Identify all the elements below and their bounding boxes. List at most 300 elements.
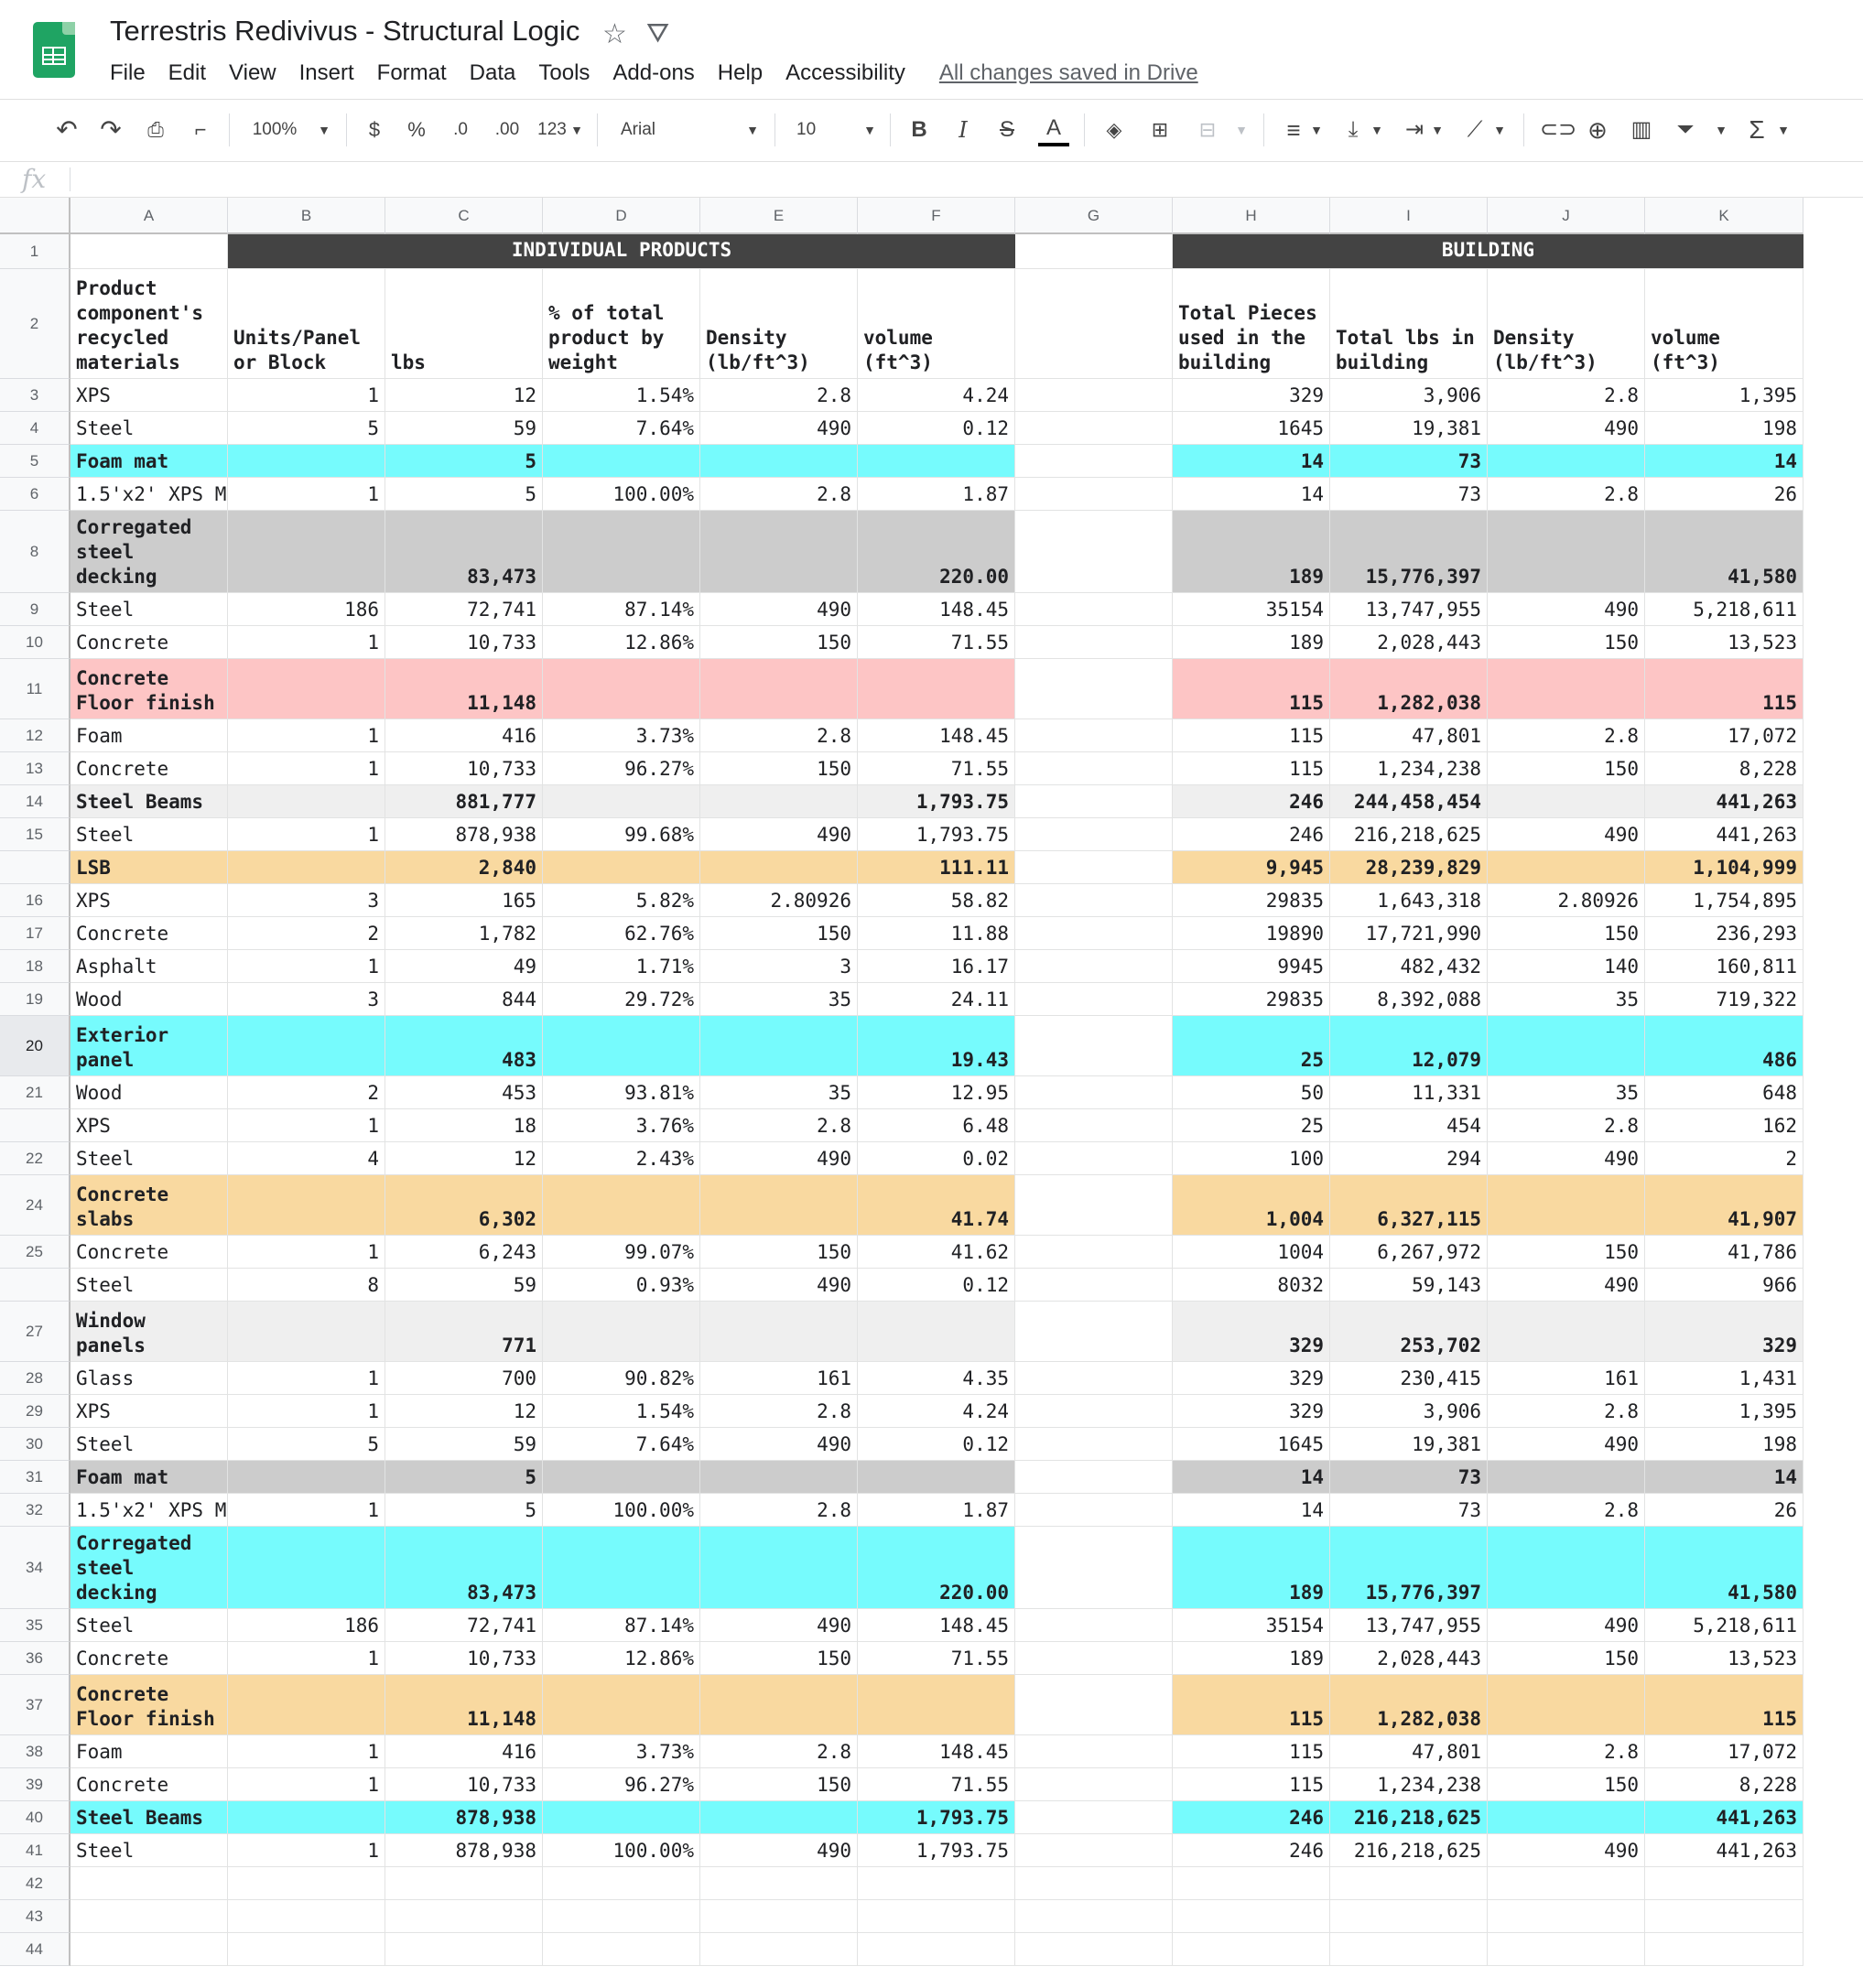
value-cell[interactable]: 19.43 <box>858 1016 1015 1076</box>
value-cell[interactable] <box>1015 1768 1173 1801</box>
value-cell[interactable]: 6,327,115 <box>1330 1175 1488 1236</box>
value-cell[interactable] <box>1330 1933 1488 1966</box>
value-cell[interactable]: 13,747,955 <box>1330 1609 1488 1642</box>
row-label-cell[interactable]: Exterior panel <box>70 1016 228 1076</box>
value-cell[interactable]: 3.73% <box>543 719 700 752</box>
value-cell[interactable]: 17,072 <box>1645 1735 1803 1768</box>
horizontal-align-icon[interactable]: ≡ <box>1286 116 1301 144</box>
row-label-cell[interactable]: Steel <box>70 1609 228 1642</box>
value-cell[interactable]: 1.87 <box>858 478 1015 511</box>
value-cell[interactable]: 454 <box>1330 1109 1488 1142</box>
value-cell[interactable]: 8,228 <box>1645 1768 1803 1801</box>
value-cell[interactable]: 5.82% <box>543 884 700 917</box>
value-cell[interactable]: 2.8 <box>700 719 858 752</box>
value-cell[interactable]: 1 <box>228 1834 385 1867</box>
value-cell[interactable] <box>1488 1016 1645 1076</box>
value-cell[interactable]: 5,218,611 <box>1645 1609 1803 1642</box>
value-cell[interactable] <box>1173 1867 1330 1900</box>
row-header[interactable] <box>0 1395 70 1428</box>
text-rotation-icon[interactable]: ⟋ <box>1467 117 1483 142</box>
row-label-cell[interactable] <box>70 1933 228 1966</box>
chevron-down-icon[interactable]: ▼ <box>1777 123 1790 137</box>
value-cell[interactable]: 490 <box>1488 818 1645 851</box>
row-label-cell[interactable]: XPS <box>70 1109 228 1142</box>
value-cell[interactable]: 1 <box>228 626 385 659</box>
value-cell[interactable]: 1,754,895 <box>1645 884 1803 917</box>
value-cell[interactable]: 1,643,318 <box>1330 884 1488 917</box>
value-cell[interactable]: 1645 <box>1173 412 1330 445</box>
row-header[interactable] <box>0 445 70 478</box>
value-cell[interactable]: 150 <box>1488 1236 1645 1269</box>
value-cell[interactable] <box>1488 1867 1645 1900</box>
value-cell[interactable]: 35154 <box>1173 1609 1330 1642</box>
value-cell[interactable] <box>700 1527 858 1609</box>
value-cell[interactable]: 50 <box>1173 1076 1330 1109</box>
value-cell[interactable]: 10,733 <box>385 626 543 659</box>
value-cell[interactable]: 246 <box>1173 818 1330 851</box>
value-cell[interactable]: 28,239,829 <box>1330 851 1488 884</box>
value-cell[interactable]: 14 <box>1645 445 1803 478</box>
value-cell[interactable]: 7.64% <box>543 1428 700 1461</box>
value-cell[interactable]: 2.8 <box>1488 379 1645 412</box>
value-cell[interactable]: 5 <box>385 1494 543 1527</box>
value-cell[interactable]: 482,432 <box>1330 950 1488 983</box>
value-cell[interactable]: 220.00 <box>858 511 1015 593</box>
strikethrough-button[interactable]: S <box>999 117 1014 142</box>
column-header[interactable]: C <box>385 198 543 234</box>
value-cell[interactable]: 1 <box>228 818 385 851</box>
value-cell[interactable] <box>1488 1801 1645 1834</box>
value-cell[interactable]: 771 <box>385 1302 543 1362</box>
value-cell[interactable] <box>1015 851 1173 884</box>
value-cell[interactable]: 100.00% <box>543 1834 700 1867</box>
value-cell[interactable]: 1 <box>228 719 385 752</box>
value-cell[interactable] <box>228 1302 385 1362</box>
insert-link-icon[interactable]: ⊂⊃ <box>1540 117 1577 142</box>
value-cell[interactable]: 1,395 <box>1645 379 1803 412</box>
value-cell[interactable]: 18 <box>385 1109 543 1142</box>
value-cell[interactable]: 115 <box>1645 659 1803 719</box>
value-cell[interactable]: 236,293 <box>1645 917 1803 950</box>
row-label-cell[interactable]: Steel <box>70 1834 228 1867</box>
value-cell[interactable] <box>1015 1642 1173 1675</box>
value-cell[interactable]: 2.80926 <box>1488 884 1645 917</box>
value-cell[interactable] <box>385 1933 543 1966</box>
column-header[interactable]: A <box>70 198 228 234</box>
chevron-down-icon[interactable]: ▼ <box>1715 123 1728 137</box>
row-header[interactable] <box>0 234 70 269</box>
value-cell[interactable] <box>700 1302 858 1362</box>
value-cell[interactable]: 12 <box>385 379 543 412</box>
value-cell[interactable]: 59 <box>385 1428 543 1461</box>
value-cell[interactable]: 12,079 <box>1330 1016 1488 1076</box>
row-label-cell[interactable]: Steel <box>70 1142 228 1175</box>
value-cell[interactable] <box>700 1175 858 1236</box>
value-cell[interactable]: 10,733 <box>385 1768 543 1801</box>
row-label-cell[interactable]: Steel <box>70 412 228 445</box>
row-header[interactable] <box>0 1867 70 1900</box>
value-cell[interactable] <box>1645 1867 1803 1900</box>
value-cell[interactable]: 150 <box>1488 626 1645 659</box>
value-cell[interactable] <box>1015 511 1173 593</box>
value-cell[interactable]: 150 <box>700 752 858 785</box>
value-cell[interactable]: 2 <box>228 1076 385 1109</box>
value-cell[interactable]: 2.8 <box>1488 1395 1645 1428</box>
value-cell[interactable] <box>1015 1801 1173 1834</box>
column-header[interactable]: I <box>1330 198 1488 234</box>
value-cell[interactable]: 1004 <box>1173 1236 1330 1269</box>
value-cell[interactable] <box>1015 1933 1173 1966</box>
row-label-cell[interactable]: Glass <box>70 1362 228 1395</box>
star-icon[interactable]: ☆ <box>602 19 627 49</box>
value-cell[interactable]: 100 <box>1173 1142 1330 1175</box>
print-icon[interactable]: ⎙ <box>147 118 164 141</box>
value-cell[interactable] <box>1015 379 1173 412</box>
value-cell[interactable]: 29835 <box>1173 983 1330 1016</box>
formula-input[interactable] <box>81 166 1824 193</box>
value-cell[interactable] <box>858 1302 1015 1362</box>
value-cell[interactable]: 2.8 <box>700 1735 858 1768</box>
menu-file[interactable]: File <box>110 60 146 85</box>
header-cell[interactable]: volume (ft^3) <box>858 269 1015 379</box>
value-cell[interactable] <box>543 659 700 719</box>
menu-format[interactable]: Format <box>376 60 447 85</box>
value-cell[interactable] <box>700 445 858 478</box>
value-cell[interactable] <box>1015 884 1173 917</box>
value-cell[interactable] <box>1015 1142 1173 1175</box>
value-cell[interactable]: 115 <box>1173 1735 1330 1768</box>
value-cell[interactable] <box>1015 626 1173 659</box>
value-cell[interactable]: 0.12 <box>858 412 1015 445</box>
menu-data[interactable]: Data <box>469 60 516 85</box>
value-cell[interactable]: 1,793.75 <box>858 1834 1015 1867</box>
value-cell[interactable]: 5 <box>228 412 385 445</box>
value-cell[interactable] <box>700 851 858 884</box>
value-cell[interactable] <box>1015 983 1173 1016</box>
value-cell[interactable]: 490 <box>1488 1609 1645 1642</box>
increase-decimal-button[interactable]: .00 <box>494 120 520 139</box>
row-label-cell[interactable]: Asphalt <box>70 950 228 983</box>
value-cell[interactable]: 0.93% <box>543 1269 700 1302</box>
row-header[interactable] <box>0 1834 70 1867</box>
select-all-corner[interactable] <box>0 198 70 234</box>
value-cell[interactable]: 198 <box>1645 412 1803 445</box>
chevron-down-icon[interactable]: ▼ <box>1310 123 1323 137</box>
value-cell[interactable]: 0.12 <box>858 1428 1015 1461</box>
value-cell[interactable]: 1,793.75 <box>858 785 1015 818</box>
row-header[interactable] <box>0 1302 70 1362</box>
value-cell[interactable]: 11,331 <box>1330 1076 1488 1109</box>
row-header[interactable] <box>0 1428 70 1461</box>
row-header[interactable] <box>0 1109 70 1142</box>
value-cell[interactable]: 150 <box>700 1236 858 1269</box>
value-cell[interactable]: 5,218,611 <box>1645 593 1803 626</box>
value-cell[interactable]: 12 <box>385 1395 543 1428</box>
value-cell[interactable]: 2.8 <box>700 1109 858 1142</box>
value-cell[interactable]: 15,776,397 <box>1330 511 1488 593</box>
value-cell[interactable]: 490 <box>700 412 858 445</box>
value-cell[interactable]: 83,473 <box>385 1527 543 1609</box>
menu-view[interactable]: View <box>229 60 276 85</box>
value-cell[interactable] <box>1015 818 1173 851</box>
value-cell[interactable]: 15,776,397 <box>1330 1527 1488 1609</box>
value-cell[interactable]: 186 <box>228 1609 385 1642</box>
value-cell[interactable]: 2.8 <box>1488 719 1645 752</box>
row-header[interactable] <box>0 917 70 950</box>
value-cell[interactable] <box>1015 1675 1173 1735</box>
column-header[interactable]: H <box>1173 198 1330 234</box>
value-cell[interactable] <box>543 1801 700 1834</box>
value-cell[interactable]: 41,907 <box>1645 1175 1803 1236</box>
row-label-cell[interactable]: Concrete <box>70 626 228 659</box>
value-cell[interactable]: 844 <box>385 983 543 1016</box>
column-header[interactable]: J <box>1488 198 1645 234</box>
value-cell[interactable]: 441,263 <box>1645 785 1803 818</box>
value-cell[interactable] <box>700 511 858 593</box>
value-cell[interactable]: 966 <box>1645 1269 1803 1302</box>
row-header[interactable] <box>0 1642 70 1675</box>
value-cell[interactable] <box>1488 1175 1645 1236</box>
value-cell[interactable]: 150 <box>700 1768 858 1801</box>
row-label-cell[interactable]: LSB <box>70 851 228 884</box>
value-cell[interactable]: 1.71% <box>543 950 700 983</box>
value-cell[interactable]: 72,741 <box>385 593 543 626</box>
value-cell[interactable]: 73 <box>1330 445 1488 478</box>
row-label-cell[interactable] <box>70 1900 228 1933</box>
menu-help[interactable]: Help <box>717 60 764 85</box>
value-cell[interactable] <box>228 785 385 818</box>
value-cell[interactable]: 1,234,238 <box>1330 752 1488 785</box>
value-cell[interactable]: 0.12 <box>858 1269 1015 1302</box>
value-cell[interactable] <box>1645 1933 1803 1966</box>
value-cell[interactable]: 2,028,443 <box>1330 1642 1488 1675</box>
value-cell[interactable] <box>1015 1175 1173 1236</box>
value-cell[interactable]: 220.00 <box>858 1527 1015 1609</box>
value-cell[interactable] <box>858 445 1015 478</box>
value-cell[interactable]: 486 <box>1645 1016 1803 1076</box>
value-cell[interactable]: 150 <box>1488 752 1645 785</box>
value-cell[interactable]: 490 <box>700 818 858 851</box>
value-cell[interactable] <box>858 1900 1015 1933</box>
value-cell[interactable]: 246 <box>1173 785 1330 818</box>
row-header[interactable] <box>0 1900 70 1933</box>
value-cell[interactable]: 17,721,990 <box>1330 917 1488 950</box>
row-header[interactable] <box>0 626 70 659</box>
value-cell[interactable] <box>228 1867 385 1900</box>
value-cell[interactable] <box>1015 1302 1173 1362</box>
value-cell[interactable]: 16.17 <box>858 950 1015 983</box>
value-cell[interactable]: 13,523 <box>1645 1642 1803 1675</box>
value-cell[interactable]: 11,148 <box>385 1675 543 1735</box>
row-label-cell[interactable]: Corregated steel decking <box>70 1527 228 1609</box>
value-cell[interactable]: 1 <box>228 1109 385 1142</box>
value-cell[interactable]: 59 <box>385 412 543 445</box>
value-cell[interactable] <box>1015 917 1173 950</box>
value-cell[interactable]: 1 <box>228 1642 385 1675</box>
vertical-align-icon[interactable]: ⤓ <box>1348 117 1359 142</box>
value-cell[interactable]: 41,580 <box>1645 1527 1803 1609</box>
value-cell[interactable]: 878,938 <box>385 818 543 851</box>
value-cell[interactable]: 0.02 <box>858 1142 1015 1175</box>
value-cell[interactable]: 12.86% <box>543 1642 700 1675</box>
value-cell[interactable]: 11.88 <box>858 917 1015 950</box>
value-cell[interactable] <box>1488 785 1645 818</box>
value-cell[interactable]: 99.68% <box>543 818 700 851</box>
row-header[interactable] <box>0 1801 70 1834</box>
value-cell[interactable]: 71.55 <box>858 1642 1015 1675</box>
borders-icon[interactable]: ⊞ <box>1151 118 1169 141</box>
value-cell[interactable]: 1 <box>228 950 385 983</box>
row-label-cell[interactable]: Foam <box>70 719 228 752</box>
row-label-cell[interactable]: XPS <box>70 884 228 917</box>
value-cell[interactable]: 2.8 <box>1488 1735 1645 1768</box>
value-cell[interactable]: 93.81% <box>543 1076 700 1109</box>
value-cell[interactable]: 71.55 <box>858 752 1015 785</box>
value-cell[interactable]: 150 <box>1488 1768 1645 1801</box>
value-cell[interactable]: 1 <box>228 1735 385 1768</box>
chevron-down-icon[interactable]: ▼ <box>1235 123 1248 137</box>
row-label-cell[interactable]: 1.5'x2' XPS M <box>70 1494 228 1527</box>
value-cell[interactable]: 3 <box>228 983 385 1016</box>
value-cell[interactable]: 1 <box>228 1362 385 1395</box>
paint-format-icon[interactable]: ⌐ <box>194 118 207 141</box>
row-header[interactable] <box>0 1675 70 1735</box>
value-cell[interactable] <box>1488 1933 1645 1966</box>
value-cell[interactable]: 150 <box>1488 1642 1645 1675</box>
value-cell[interactable]: 13,747,955 <box>1330 593 1488 626</box>
value-cell[interactable] <box>1488 851 1645 884</box>
value-cell[interactable]: 83,473 <box>385 511 543 593</box>
row-header[interactable] <box>0 1269 70 1302</box>
header-cell[interactable]: Product component's recycled materials <box>70 269 228 379</box>
value-cell[interactable]: 246 <box>1173 1801 1330 1834</box>
row-label-cell[interactable]: Steel <box>70 818 228 851</box>
value-cell[interactable] <box>228 1900 385 1933</box>
chevron-down-icon[interactable]: ▼ <box>570 123 583 137</box>
value-cell[interactable]: 2.8 <box>1488 1494 1645 1527</box>
value-cell[interactable] <box>700 1675 858 1735</box>
value-cell[interactable]: 490 <box>1488 1834 1645 1867</box>
value-cell[interactable]: 24.11 <box>858 983 1015 1016</box>
value-cell[interactable] <box>543 1461 700 1494</box>
undo-icon[interactable]: ↶ <box>56 115 78 144</box>
value-cell[interactable]: 216,218,625 <box>1330 1801 1488 1834</box>
value-cell[interactable]: 11,148 <box>385 659 543 719</box>
value-cell[interactable]: 87.14% <box>543 593 700 626</box>
row-label-cell[interactable]: Steel <box>70 593 228 626</box>
value-cell[interactable]: 148.45 <box>858 593 1015 626</box>
value-cell[interactable] <box>1015 1834 1173 1867</box>
value-cell[interactable]: 14 <box>1173 1494 1330 1527</box>
row-header[interactable] <box>0 950 70 983</box>
value-cell[interactable] <box>543 1527 700 1609</box>
value-cell[interactable]: 186 <box>228 593 385 626</box>
value-cell[interactable]: 1,395 <box>1645 1395 1803 1428</box>
value-cell[interactable]: 14 <box>1173 1461 1330 1494</box>
value-cell[interactable]: 100.00% <box>543 478 700 511</box>
percent-format-button[interactable]: % <box>407 118 426 141</box>
value-cell[interactable]: 216,218,625 <box>1330 818 1488 851</box>
text-wrapping-icon[interactable]: ⇥ <box>1404 117 1424 142</box>
value-cell[interactable]: 1 <box>228 1494 385 1527</box>
value-cell[interactable]: 2 <box>1645 1142 1803 1175</box>
chevron-down-icon[interactable]: ▼ <box>1431 123 1444 137</box>
font-family-select[interactable]: Arial <box>621 120 656 139</box>
zoom-select[interactable]: 100% <box>252 120 298 139</box>
row-label-cell[interactable]: Foam mat <box>70 445 228 478</box>
value-cell[interactable]: 2.8 <box>700 1395 858 1428</box>
value-cell[interactable]: 1.54% <box>543 1395 700 1428</box>
value-cell[interactable]: 73 <box>1330 1494 1488 1527</box>
value-cell[interactable] <box>228 1675 385 1735</box>
more-formats-button[interactable]: 123 <box>537 120 567 139</box>
column-header[interactable]: E <box>700 198 858 234</box>
menu-addons[interactable]: Add-ons <box>612 60 695 85</box>
value-cell[interactable]: 3.76% <box>543 1109 700 1142</box>
column-header[interactable]: F <box>858 198 1015 234</box>
row-label-cell[interactable]: Steel Beams <box>70 785 228 818</box>
italic-button[interactable]: I <box>959 117 968 143</box>
value-cell[interactable] <box>1015 1076 1173 1109</box>
value-cell[interactable]: 148.45 <box>858 719 1015 752</box>
value-cell[interactable]: 416 <box>385 1735 543 1768</box>
value-cell[interactable]: 648 <box>1645 1076 1803 1109</box>
value-cell[interactable]: 49 <box>385 950 543 983</box>
value-cell[interactable]: 35 <box>1488 1076 1645 1109</box>
text-color-button[interactable]: A <box>1038 115 1069 146</box>
menu-edit[interactable]: Edit <box>168 60 207 85</box>
value-cell[interactable] <box>1015 412 1173 445</box>
row-label-cell[interactable]: Wood <box>70 1076 228 1109</box>
value-cell[interactable]: 3 <box>700 950 858 983</box>
row-header[interactable] <box>0 1735 70 1768</box>
value-cell[interactable] <box>228 1461 385 1494</box>
value-cell[interactable] <box>700 1900 858 1933</box>
value-cell[interactable] <box>543 1867 700 1900</box>
row-label-cell[interactable]: Foam <box>70 1735 228 1768</box>
value-cell[interactable]: 73 <box>1330 1461 1488 1494</box>
value-cell[interactable]: 10,733 <box>385 1642 543 1675</box>
value-cell[interactable]: 1,793.75 <box>858 1801 1015 1834</box>
value-cell[interactable] <box>1015 659 1173 719</box>
value-cell[interactable]: 1.54% <box>543 379 700 412</box>
value-cell[interactable]: 6,267,972 <box>1330 1236 1488 1269</box>
chevron-down-icon[interactable]: ▼ <box>1370 123 1383 137</box>
row-header[interactable] <box>0 412 70 445</box>
value-cell[interactable] <box>1015 478 1173 511</box>
value-cell[interactable] <box>228 1175 385 1236</box>
filter-icon[interactable]: ⏷ <box>1676 117 1695 142</box>
value-cell[interactable]: 329 <box>1173 1395 1330 1428</box>
value-cell[interactable]: 2.8 <box>700 379 858 412</box>
value-cell[interactable] <box>1015 1867 1173 1900</box>
value-cell[interactable]: 165 <box>385 884 543 917</box>
value-cell[interactable]: 8032 <box>1173 1269 1330 1302</box>
row-header[interactable] <box>0 785 70 818</box>
value-cell[interactable]: 441,263 <box>1645 1834 1803 1867</box>
column-header[interactable]: G <box>1015 198 1173 234</box>
value-cell[interactable] <box>858 1675 1015 1735</box>
value-cell[interactable]: 71.55 <box>858 1768 1015 1801</box>
value-cell[interactable] <box>1015 1609 1173 1642</box>
value-cell[interactable]: 115 <box>1173 719 1330 752</box>
value-cell[interactable]: 2.8 <box>700 1494 858 1527</box>
value-cell[interactable]: 9945 <box>1173 950 1330 983</box>
value-cell[interactable]: 5 <box>385 478 543 511</box>
header-cell[interactable]: Total lbs in building <box>1330 269 1488 379</box>
value-cell[interactable] <box>700 785 858 818</box>
row-header[interactable] <box>0 1609 70 1642</box>
